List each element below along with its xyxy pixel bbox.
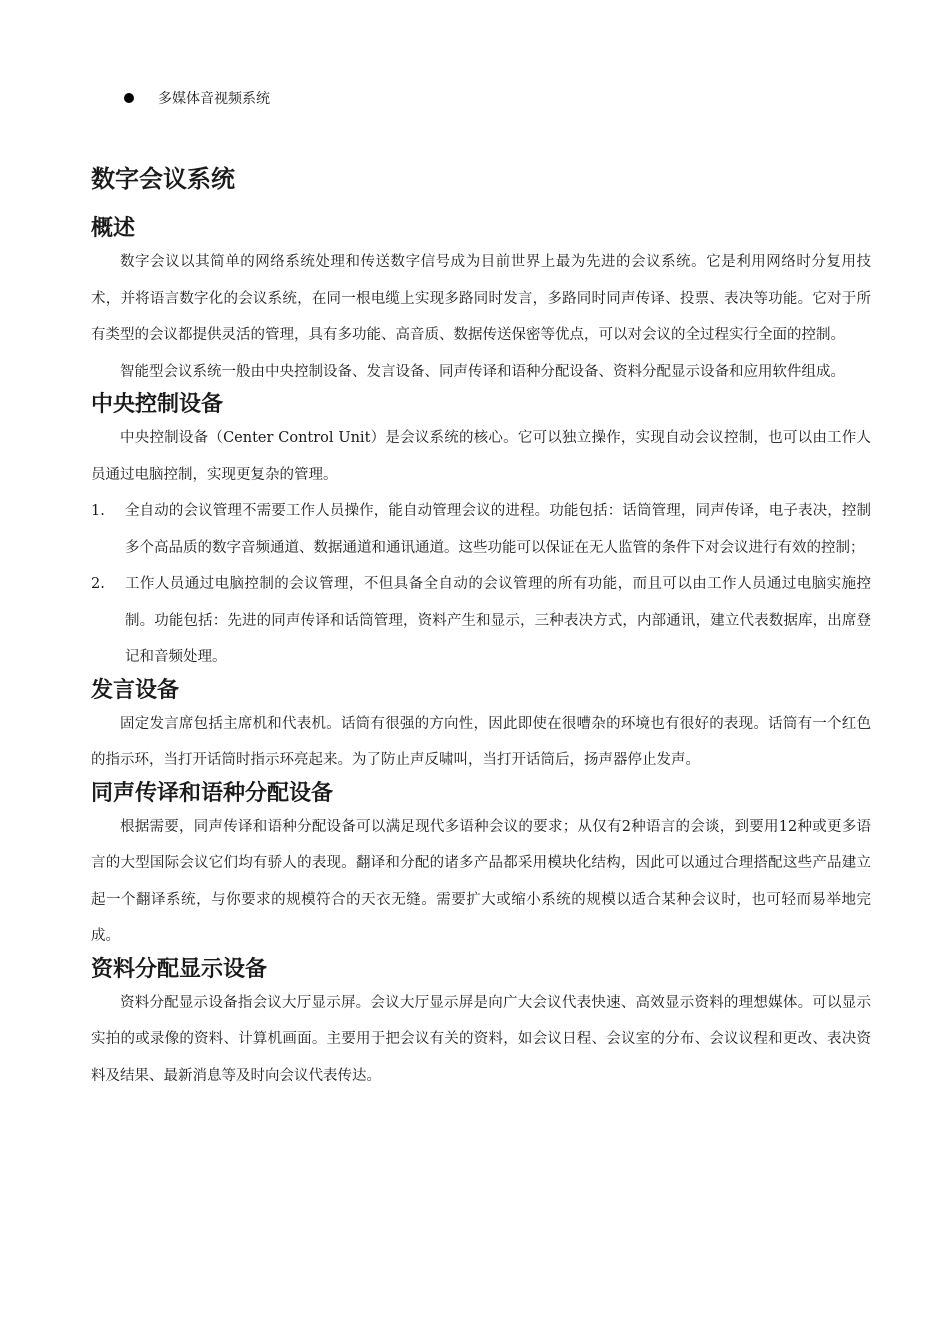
section-title-display: 资料分配显示设备 (91, 956, 268, 982)
section-title-overview: 概述 (91, 216, 136, 241)
section-title-interpretation: 同声传译和语种分配设备 (91, 780, 334, 806)
bullet-item-text: 多媒体音视频系统 (158, 91, 270, 107)
list-item-text: 工作人员通过电脑控制的会议管理，不但具备全自动的会议管理的所有功能，而且可以由工作人员通过电脑实施控制。功能包括：先进的同声传译和话筒管理，资料产生和显示，三种表决方式，内部通讯，建立代表数据库，出席登记和音频处理。 (125, 576, 871, 665)
overview-paragraph-2: 智能型会议系统一般由中央控制设备、发言设备、同声传译和语种分配设备、资料分配显示设备和应用软件组成。 (120, 363, 845, 380)
bullet-icon (124, 93, 134, 103)
display-paragraph: 资料分配显示设备指会议大厅显示屏。会议大厅显示屏是向广大会议代表快速、高效显示资料的理想媒体。可以显示实拍的或录像的资料、计算机画面。主要用于把会议有关的资料，如会议日程、会议室的分布、会议议程和更改、表决资料及结果、最新消息等及时向会议代表传达。 (91, 994, 871, 1084)
list-item-number: 1. (91, 503, 105, 519)
list-item-number: 2. (91, 576, 105, 592)
list-item (91, 493, 871, 566)
interpretation-paragraph: 根据需要，同声传译和语种分配设备可以满足现代多语种会议的要求；从仅有2种语言的会谈，到要用12种或更多语言的大型国际会议它们均有骄人的表现。翻译和分配的诸多产品都采用模块化结构，因此可以通过合理搭配这些产品建立起一个翻译系统，与你要求的规模符合的天衣无缝。需要扩大或缩小系统的规模以适合某种会议时，也可轻而易举地完成。 (91, 818, 871, 944)
overview-paragraph-1: 数字会议以其简单的网络系统处理和传送数字信号成为目前世界上最为先进的会议系统。它是利用网络时分复用技术，并将语言数字化的会议系统，在同一根电缆上实现多路同时发言，多路同时同声传译、投票、表决等功能。它对于所有类型的会议都提供灵活的管理，具有多功能、高音质、数据传送保密等优点，可以对会议的全过程实行全面的控制。 (91, 254, 871, 343)
list-item-text: 全自动的会议管理不需要工作人员操作，能自动管理会议的进程。功能包括：话筒管理，同声传译，电子表决，控制多个高品质的数字音频通道、数据通道和通讯通道。这些功能可以保证在无人监管的条件下对会议进行有效的控制； (125, 503, 871, 556)
speaking-paragraph: 固定发言席包括主席机和代表机。话筒有很强的方向性，因此即使在很嘈杂的环境也有很好的表现。话筒有一个红色的指示环，当打开话筒时指示环亮起来。为了防止声反啸叫，当打开话筒后，扬声器停止发声。 (91, 715, 871, 768)
list-item (91, 566, 871, 676)
document-body (91, 162, 871, 1094)
central-control-list (91, 493, 871, 676)
central-control-paragraph: 中央控制设备（Center Control Unit）是会议系统的核心。它可以独立操作，实现自动会议控制，也可以由工作人员通过电脑控制，实现更复杂的管理。 (91, 430, 871, 483)
bullet-list-item (124, 88, 270, 110)
section-title-speaking: 发言设备 (91, 677, 180, 703)
document-title: 数字会议系统 (91, 165, 235, 193)
section-title-central-control: 中央控制设备 (91, 392, 224, 417)
